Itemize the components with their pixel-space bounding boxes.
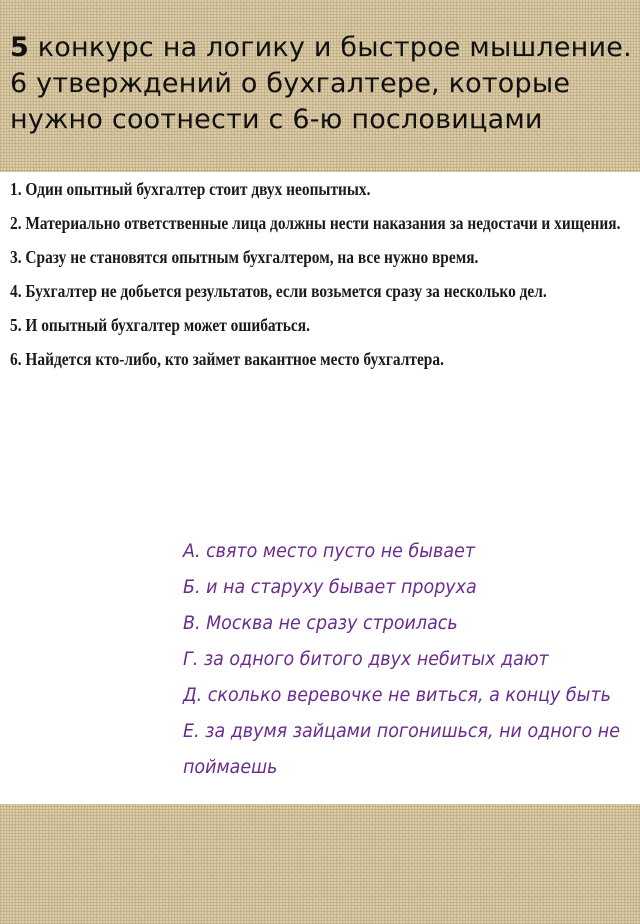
statement-item: 4. Бухгалтер не добьется результатов, если возьмется сразу за несколько дел. [10, 281, 547, 301]
proverb-item: Б. и на старуху бывает проруха [183, 576, 477, 598]
heading-line-1: конкурс на логику и быстрое мышление. [29, 32, 632, 63]
proverb-item: Е. за двумя зайцами погонишься, ни одного не поймаешь [183, 720, 620, 778]
slide-heading [10, 30, 635, 138]
proverb-item: А. свято место пусто не бывает [183, 540, 476, 562]
statement-item: 6. Найдется кто-либо, кто займет вакантное место бухгалтера. [10, 349, 444, 369]
proverbs-list [183, 533, 620, 785]
proverb-item: В. Москва не сразу строилась [183, 612, 458, 634]
statement-item: 5. И опытный бухгалтер может ошибаться. [10, 315, 310, 335]
proverb-item: Д. сколько веревочке не виться, а концу быть [183, 684, 611, 706]
proverb-item: Г. за одного битого двух небитых дают [183, 648, 549, 670]
statement-item: 2. Материально ответственные лица должны нести наказания за недостачи и хищения. [10, 213, 621, 233]
statement-item: 1. Один опытный бухгалтер стоит двух неопытных. [10, 179, 371, 199]
contest-number: 5 [10, 32, 29, 63]
statement-item: 3. Сразу не становятся опытным бухгалтером, на все нужно время. [10, 247, 479, 267]
statements-list [10, 172, 631, 376]
heading-line-2: 6 утверждений о бухгалтере, которые нужно соотнести с 6-ю пословицами [10, 68, 571, 135]
